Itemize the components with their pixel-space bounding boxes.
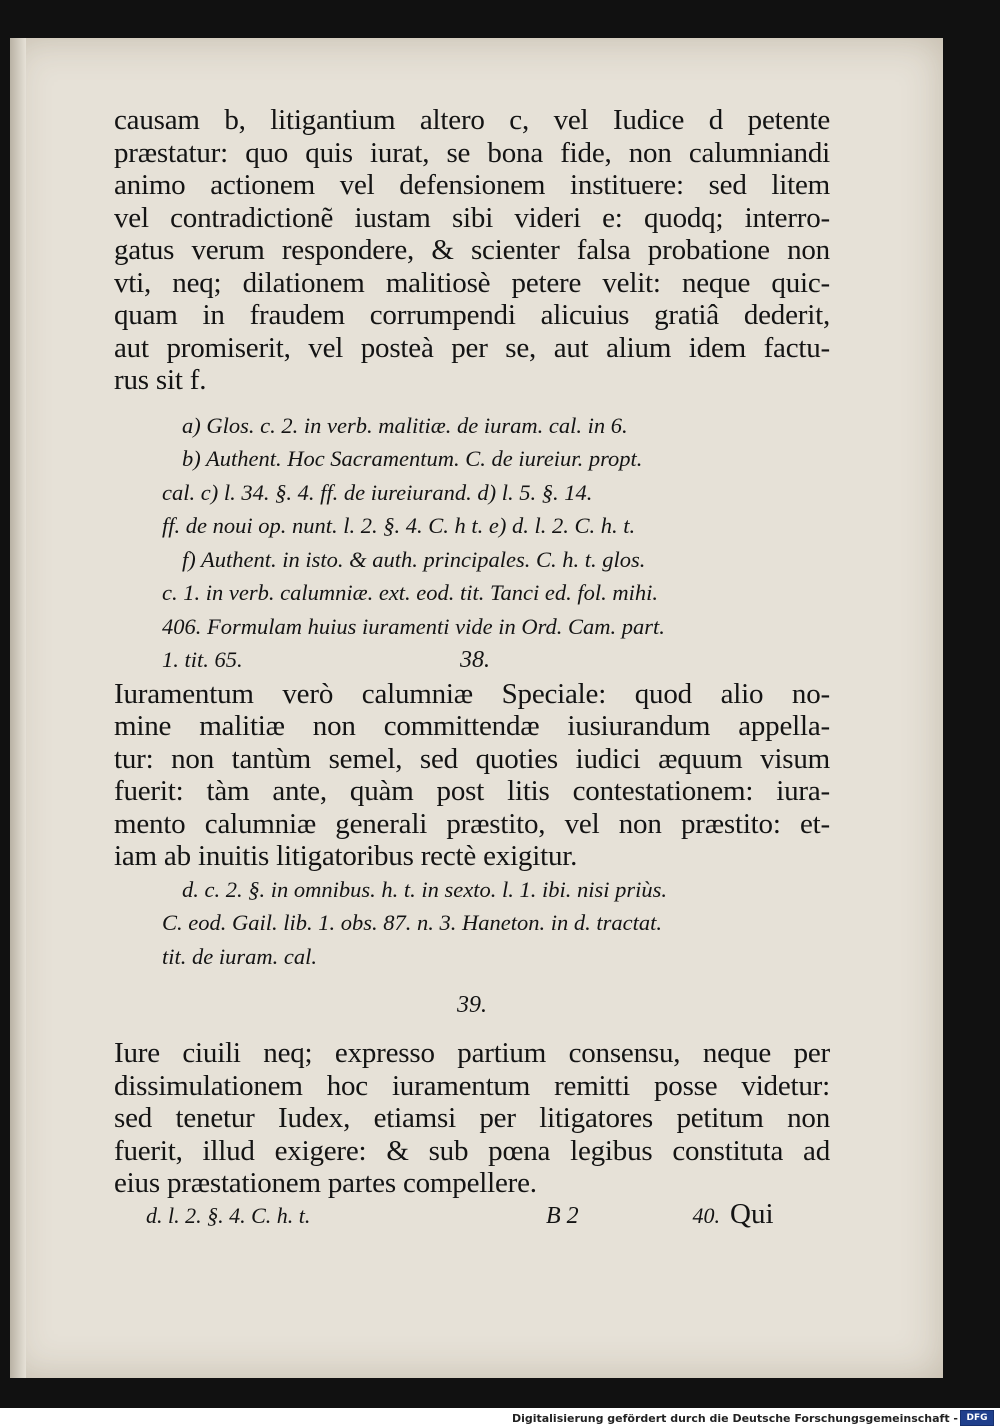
text-line: præstatur: quo quis iurat, se bona fide, non calumniandi	[114, 136, 830, 169]
footnote-line: 1. tit. 65.	[162, 647, 243, 672]
text-line: sed tenetur Iudex, etiamsi per litigatores petitum non	[114, 1102, 830, 1134]
footnotes-37	[114, 409, 830, 678]
footnote-line: ff. de noui op. nunt. l. 2. §. 4. C. h t. e) d. l. 2. C. h. t.	[162, 513, 636, 538]
footnote-line: a) Glos. c. 2. in verb. malitiæ. de iuram. cal. in 6.	[182, 412, 628, 438]
page-text-block	[114, 104, 830, 1200]
footnote-line: 406. Formulam huius iuramenti vide in Ord. Cam. part.	[162, 613, 665, 639]
footnote-line: d. c. 2. §. in omnibus. h. t. in sexto. l. 1. ibi. nisi priùs.	[182, 876, 668, 902]
footnote-line: tit. de iuram. cal.	[162, 943, 317, 969]
text-line: vti, neq; dilationem malitiosè petere velit: neque quic-	[114, 266, 830, 299]
footer-reference: d. l. 2. §. 4. C. h. t.	[146, 1203, 311, 1228]
text-line: vel contradictionẽ iustam sibi videri e: quodq; interro-	[114, 201, 830, 234]
book-page	[10, 38, 943, 1378]
dfg-logo: DFG	[960, 1410, 994, 1426]
page-gutter-shadow	[10, 38, 26, 1378]
paragraph-37-continuation	[114, 104, 830, 397]
text-line: iam ab inuitis litigatoribus rectè exigitur.	[114, 840, 578, 872]
section-number-38: 38.	[460, 647, 490, 673]
footnote-line: b) Authent. Hoc Sacramentum. C. de iureiur. propt.	[182, 446, 643, 471]
footnote-line: c. 1. in verb. calumniæ. ext. eod. tit. Tanci ed. fol. mihi.	[162, 580, 658, 605]
text-line: mine malitiæ non committendæ iusiurandum appella-	[114, 710, 830, 742]
page-footer	[146, 1198, 820, 1234]
next-section-number: 40.	[692, 1203, 720, 1228]
footnote-line: f) Authent. in isto. & auth. principales. C. h. t. glos.	[182, 546, 646, 572]
text-line: Iure ciuili neq; expresso partium consensu, neque per	[114, 1037, 830, 1069]
text-line: fuerit, illud exigere: & sub pœna legibus constituta ad	[114, 1134, 830, 1167]
text-line: rus sit f.	[114, 364, 207, 396]
text-line: causam b, litigantium altero c, vel Iudice d petente	[114, 104, 830, 136]
text-line: mento calumniæ generali præstito, vel non præstito: et-	[114, 807, 830, 840]
funding-credit: Digitalisierung gefördert durch die Deutsche Forschungsgemeinschaft -	[511, 1412, 958, 1425]
section-number-39: 39.	[457, 992, 487, 1018]
text-line: tur: non tantùm semel, sed quoties iudici æquum visum	[114, 742, 830, 775]
paragraph-39	[114, 1037, 830, 1200]
footnote-line: C. eod. Gail. lib. 1. obs. 87. n. 3. Haneton. in d. tractat.	[162, 910, 662, 935]
paragraph-38	[114, 678, 830, 873]
text-line: quam in fraudem corrumpendi alicuius gratiâ dederit,	[114, 299, 830, 331]
footnote-line: cal. c) l. 34. §. 4. ff. de iureiurand. d) l. 5. §. 14.	[162, 479, 593, 505]
text-line: eius præstationem partes compellere.	[114, 1167, 537, 1199]
text-line: animo actionem vel defensionem instituere: sed litem	[114, 169, 830, 201]
footnote-line-with-section-number	[114, 643, 830, 678]
text-line: Iuramentum verò calumniæ Speciale: quod alio no-	[114, 677, 830, 710]
text-line: fuerit: tàm ante, quàm post litis contestationem: iura-	[114, 775, 830, 807]
signature-mark: B 2	[546, 1203, 579, 1229]
text-line: dissimulationem hoc iuramentum remitti posse videtur:	[114, 1069, 830, 1102]
footnotes-38	[114, 873, 830, 974]
text-line: aut promiserit, vel posteà per se, aut alium idem factu-	[114, 331, 830, 364]
text-line: gatus verum respondere, & scienter falsa probatione non	[114, 234, 830, 266]
catchword: Qui	[730, 1198, 774, 1230]
